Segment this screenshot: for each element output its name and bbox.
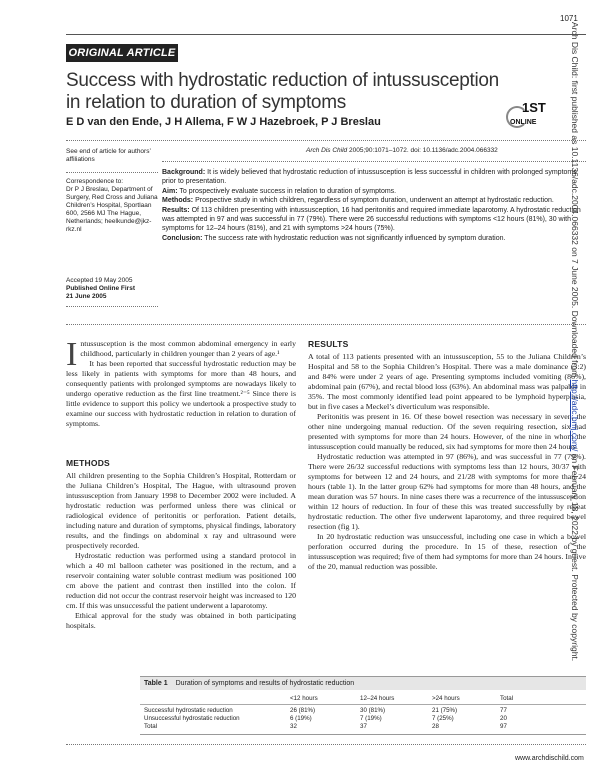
correspondence-label: Correspondence to: (66, 178, 124, 185)
table-cell: 97 (500, 723, 507, 730)
footer-rule (66, 744, 586, 745)
table-row (140, 707, 586, 715)
abstract-background (162, 168, 586, 186)
column-header: Total (500, 695, 514, 702)
correspondence-address: Dr P J Breslau, Department of Surgery, Red Cross and Juliana Children’s Hospital, Sportlaan 600, 2566 MJ The Hague, Netherlands; heelkunde@jkz-rkz.nl (66, 186, 158, 233)
table-cell: 21 (75%) (432, 707, 458, 714)
abstract-text: Of 113 children presenting with intussusception, 16 had peritonitis and required immediate laparotomy. A hydrostatic reduction was attempted in 97 and was successful in 77 (79%). There were 26 successful reductions with symptoms <12 hours (81%), 30 with symptoms for 12–24 hours (81%), and 21 with symptoms >24 hours (75%). (162, 206, 581, 233)
methods-paragraph-2: Hydrostatic reduction was performed using a standard protocol in which a 40 ml balloon catheter was positioned in the rectum, and a reservoir containing water soluble contrast medium was positioned 100 cm above the patient and contrast then instilled into the colon. If reduction did not occur the contrast reservoir height was increased to 120 cm. If this was unsuccessful the patient underwent a laparotomy. (66, 551, 296, 610)
row-label: Unsuccessful hydrostatic reduction (144, 715, 240, 722)
badge-text: ONLINE (510, 119, 537, 126)
journal-link[interactable]: http://adc.bmj.com/ (570, 379, 580, 452)
table-header-row (140, 692, 586, 705)
table-cell: 7 (19%) (360, 715, 382, 722)
introduction-section (66, 336, 296, 429)
results-paragraph-4: In 20 hydrostatic reduction was unsuccessful, including one case in which a bowel perforation occurred during the procedure. In 15 of these, resection of the intussusception was required; five of them had symptoms for more than 24 hours. In five of the 20, manual reduction was possible. (308, 532, 586, 571)
results-section (308, 339, 586, 572)
intro-paragraph-2: It has been reported that successful hydrostatic reduction may be less likely in patients with symptoms for more than 48 hours, and consequently patients with prolonged symptoms are nowadays likely to undergo operative reduction as the first line treatment.²⁻⁵ Since there is little evidence to support this policy we undertook a prospective study to examine our success with hydrostatic reduction in relation to duration of symptoms. (66, 359, 296, 428)
citation-line (306, 147, 498, 154)
abstract-text: The success rate with hydrostatic reduction was not significantly influenced by symptom duration. (204, 234, 506, 242)
abstract (162, 168, 586, 243)
results-paragraph-2: Peritonitis was present in 16. Of these bowel resection was necessary in seven, the other nine undergoing manual reduction. Of the seven requiring resection, six had presented with symptoms for more than 24 hours. However, of the nine in whom the intussusception could manually be reduced, six had symptoms for more then 24 hours. (308, 412, 586, 451)
table-cell: 6 (19%) (290, 715, 312, 722)
table-cell: 7 (25%) (432, 715, 454, 722)
title-line-2: in relation to duration of symptoms (66, 92, 346, 113)
abstract-label: Background: (162, 169, 206, 176)
accepted-date: Accepted 19 May 2005 (66, 277, 133, 284)
column-header: 12–24 hours (360, 695, 395, 702)
divider (66, 306, 158, 307)
divider (66, 172, 158, 173)
abstract-text: To prospectively evaluate success in relation to duration of symptoms. (179, 187, 397, 195)
abstract-label: Aim: (162, 187, 178, 195)
table-row (140, 723, 586, 731)
table-cell: 37 (360, 723, 367, 730)
correspondence-block (66, 178, 158, 234)
abstract-label: Methods: (162, 197, 194, 205)
article-type-label: ORIGINAL ARTICLE (66, 44, 178, 62)
row-label: Total (144, 723, 158, 730)
results-heading: RESULTS (308, 339, 349, 349)
table-cell: 28 (432, 723, 439, 730)
paragraph-text: ntussusception is the most common abdominal emergency in early childhood, particularly in children younger than 2 years of age.¹ (80, 339, 296, 358)
citation-details: 2005;90:1071–1072. doi: 10.1136/adc.2004.066332 (349, 147, 498, 154)
abstract-label: Results: (162, 206, 190, 214)
first-online-badge (506, 100, 546, 136)
abstract-aim (162, 187, 586, 196)
methods-section (66, 458, 296, 631)
table-1 (140, 676, 586, 735)
table-cell: 26 (81%) (290, 707, 316, 714)
abstract-label: Conclusion: (162, 234, 203, 242)
table-title: Duration of symptoms and results of hydrostatic reduction (175, 680, 355, 687)
methods-paragraph-3: Ethical approval for the study was obtained in both participating hospitals. (66, 611, 296, 630)
intro-paragraph-1 (66, 336, 296, 373)
column-header: >24 hours (432, 695, 460, 702)
abstract-conclusion (162, 234, 586, 243)
divider (66, 140, 586, 141)
table-caption (140, 677, 586, 690)
table-cell: 20 (500, 715, 507, 722)
abstract-results (162, 206, 586, 233)
journal-website[interactable]: www.archdischild.com (515, 755, 584, 762)
title-line-1: Success with hydrostatic reduction of intussusception (66, 70, 499, 91)
badge-number: 1ST (522, 100, 546, 115)
column-header: <12 hours (290, 695, 318, 702)
journal-name: Arch Dis Child (306, 147, 348, 154)
abstract-text: Prospective study in which children, regardless of symptom duration, underwent an attempt at hydrostatic reduction. (195, 197, 554, 205)
divider (162, 161, 586, 162)
article-title (66, 70, 506, 114)
published-label: Published Online First (66, 285, 135, 292)
row-label: Successful hydrostatic reduction (144, 707, 233, 714)
drop-cap: I (66, 336, 78, 373)
download-notice-strip (570, 22, 580, 760)
header-rule (66, 34, 586, 35)
table-label: Table 1 (144, 680, 168, 687)
methods-paragraph-1: All children presenting to the Sophia Children’s Hospital, Rotterdam or the Juliana Children’s Hospital, The Hague, with ultrasound proven intussusception from January 1998 to December 2002 were included. A hydrostatic reduction was performed unless there was clinical or radiological evidence of peritonitis or perforation. Patient details, including nature and duration of symptoms, physical findings, laboratory results, and the findings on abdominal x ray and ultrasound were prospectively recorded. (66, 471, 296, 550)
table-cell: 32 (290, 723, 297, 730)
results-paragraph-1: A total of 113 patients presented with an intussusception, 55 to the Juliana Children’s Hospital and 58 to the Sophia Children’s Hospital. There was a male dominance (3:2) and 84% were under 2 years of age. Presenting symptoms included vomiting (86%), abdominal pain (67%), and rectal blood loss (63%). An abdominal mass was palpable in 35%. The most commonly identified lead point appeared to be lymphoid hyperplasia, but in five cases a Meckel’s diverticulum was responsible. (308, 352, 586, 411)
table-cell: 77 (500, 707, 507, 714)
abstract-text: It is widely believed that hydrostatic reduction of intussusception is less successful in children with prolonged symptoms prior to presentation. (162, 169, 577, 186)
abstract-methods (162, 196, 586, 205)
author-list: E D van den Ende, J H Allema, F W J Hazebroek, P J Breslau (66, 116, 381, 128)
affiliations-note[interactable]: See end of article for authors’ affiliations (66, 148, 151, 163)
table-cell: 30 (81%) (360, 707, 386, 714)
download-notice-text: Arch Dis Child: first published as 10.1136/adc.2004.066332 on 7 June 2005. Downloaded from (570, 22, 580, 380)
table-row (140, 715, 586, 723)
methods-heading: METHODS (66, 458, 110, 468)
divider (66, 324, 586, 325)
dates-block (66, 277, 158, 301)
copyright-notice-text: on February 18, 2022 by guest. Protected by copyright. (570, 451, 580, 662)
results-paragraph-3: Hydrostatic reduction was attempted in 97 (86%), and was successful in 77 (79%). There were 26/32 successful reductions with symptoms less than 12 hours, 30/37 with symptoms for between 12 and 24 hours, and 21/28 with symptoms for more than 24 hours (table 1). In the latter group 62% had symptoms for more than 48 hours, and the mean duration was 57 hours. In nine cases there was a recurrence of the intussusception within 12 hours of reduction. In four of these this was treated successfully by repeat hydrostatic reduction. The other five underwent laparotomy, and three required bowel resection (fig 1). (308, 452, 586, 531)
published-date: 21 June 2005 (66, 293, 107, 300)
page-number: 1071 (560, 14, 578, 23)
